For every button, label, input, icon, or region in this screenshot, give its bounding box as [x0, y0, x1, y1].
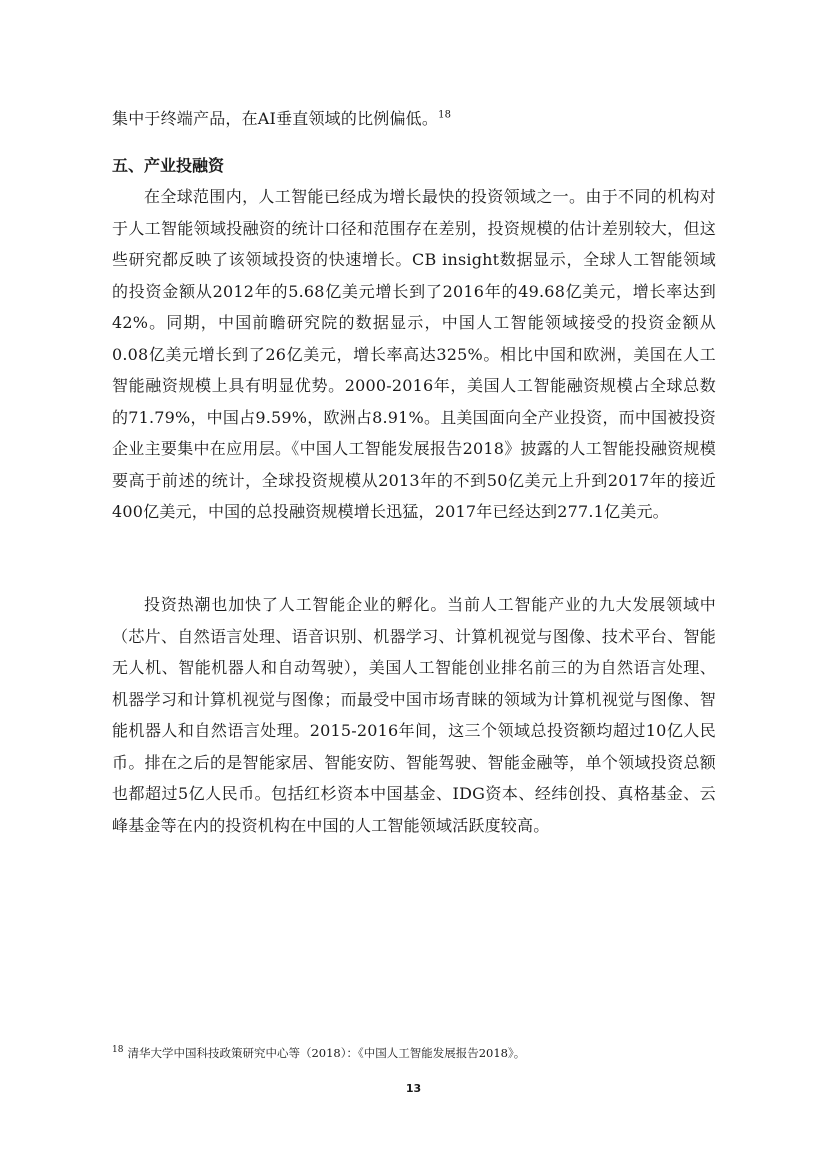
page-number: 13 — [405, 1082, 422, 1095]
body-paragraph-1: 在全球范围内，人工智能已经成为增长最快的投资领域之一。由于不同的机构对于人工智能领域投融资的统计口径和范围存在差别，投资规模的估计差别较大，但这些研究都反映了该领域投资的快速增长。CB insight数据显示，全球人工智能领域的投资金额从2012年的5.68亿美元增长到了2016年的49.68亿美元，增长率达到42%。同期，中国前瞻研究院的数据显示，中国人工智能领域接受的投资金额从0.08亿美元增长到了26亿美元，增长率高达325%。相比中国和欧洲，美国在人工智能融资规模上具有明显优势。2000-2016年，美国人工智能融资规模占全球总数的71.79%，中国占9.59%，欧洲占8.91%。且美国面向全产业投资，而中国被投资企业主要集中在应用层。《中国人工智能发展报告2018》披露的人工智能投融资规模要高于前述的统计，全球投资规模从2013年的不到50亿美元上升到2017年的接近400亿美元，中国的总投融资规模增长迅猛，2017年已经达到277.1亿美元。 — [112, 187, 716, 521]
footnote — [112, 1044, 716, 1062]
body-paragraph-2: 投资热潮也加快了人工智能企业的孵化。当前人工智能产业的九大发展领域中（芯片、自然语言处理、语音识别、机器学习、计算机视觉与图像、技术平台、智能无人机、智能机器人和自动驾驶），美国人工智能创业排名前三的为自然语言处理、机器学习和计算机视觉与图像；而最受中国市场青睐的领域为计算机视觉与图像、智能机器人和自然语言处理。2015-2016年间，这三个领域总投资额均超过10亿人民币。排在之后的是智能家居、智能安防、智能驾驶、智能金融等，单个领域投资总额也都超过5亿人民币。包括红杉资本中国基金、IDG资本、经纬创投、真格基金、云峰基金等在内的投资机构在中国的人工智能领域活跃度较高。 — [112, 595, 716, 835]
continued-paragraph — [112, 103, 716, 135]
section-heading: 五、产业投融资 — [112, 156, 225, 175]
footnote-text: 清华大学中国科技政策研究中心等（2018）：《中国人工智能发展报告2018》。 — [127, 1046, 526, 1060]
footnote-reference[interactable]: 18 — [438, 109, 452, 121]
continued-paragraph-text: 集中于终端产品，在AI垂直领域的比例偏低。 — [112, 109, 439, 128]
footnote-number: 18 — [112, 1045, 124, 1056]
